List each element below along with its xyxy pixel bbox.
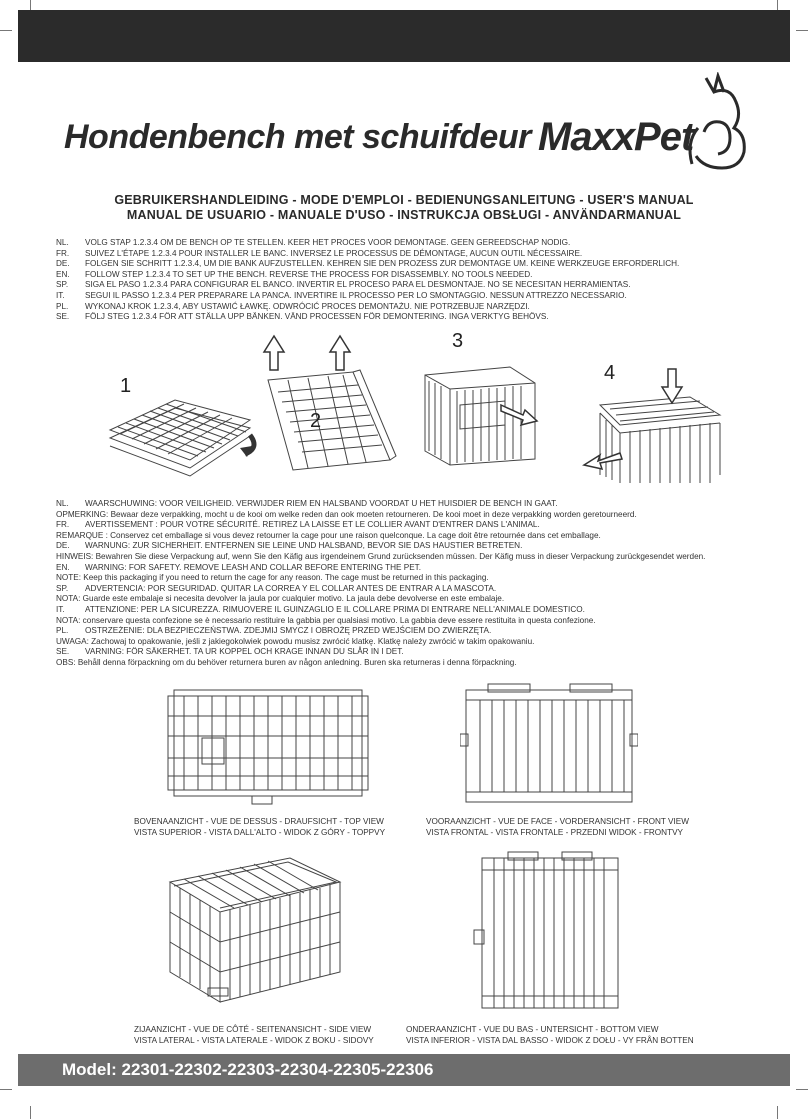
step-number: 3 xyxy=(452,330,464,352)
manual-title-line-2: MANUAL DE USUARIO - MANUALE D'USO - INSTRUKCJA OBSŁUGI - ANVÄNDARMANUAL xyxy=(126,208,682,222)
crop-mark xyxy=(30,1106,31,1119)
instruction-line: SP. SIGA EL PASO 1.2.3.4 PARA CONFIGURAR EL BANCO. INVERTIR EL PROCESO PARA EL DESMONTAJE. NO SE NECESITAN HERRAMIENTAS. xyxy=(56,280,631,290)
warning-line: SE. VARNING: FÖR SÄKERHET. TA UR KOPPEL OCH KRAGE INNAN DU SLÅR IN I DET. xyxy=(56,647,404,657)
step-number: 1 xyxy=(120,375,132,397)
brand-logo-text: MaxxPet xyxy=(538,115,694,159)
header-bar xyxy=(18,10,790,62)
caption-side-view-line-1: ZIJAANZICHT - VUE DE CÔTÉ - SEITENANSICHT - SIDE VIEW xyxy=(134,1025,372,1034)
step-2-illustration xyxy=(258,330,398,480)
warning-line: SP. ADVERTENCIA: POR SEGURIDAD. QUITAR LA CORREA Y EL COLLAR ANTES DE ENTRAR A LA MASCOTA. xyxy=(56,583,497,593)
warning-note: OPMERKING: Bewaar deze verpakking, mocht u de kooi om welke reden dan ook moeten retourneren. De kooi moet in deze verpakking worden geretourneerd. xyxy=(56,509,637,519)
crop-mark xyxy=(796,1089,808,1090)
crop-mark xyxy=(777,1106,778,1119)
setup-instructions xyxy=(56,238,679,323)
step-1-illustration xyxy=(100,390,270,485)
caption-front-view-line-1: VOORAANZICHT - VUE DE FACE - VORDERANSICHT - FRONT VIEW xyxy=(426,817,689,826)
instruction-line: SE. FÖLJ STEG 1.2.3.4 FÖR ATT STÄLLA UPP BÄNKEN. VÄND PROCESSEN FÖR DEMONTERING. INGA VERKTYG BEHÖVS. xyxy=(56,312,549,322)
step-4-illustration xyxy=(580,365,725,485)
caption-front-view-line-2: VISTA FRONTAL - VISTA FRONTALE - PRZEDNI WIDOK - FRONTVY xyxy=(426,828,684,837)
manual-title-line-1: GEBRUIKERSHANDLEIDING - MODE D'EMPLOI - BEDIENUNGSANLEITUNG - USER'S MANUAL xyxy=(114,193,694,207)
instruction-line: NL. VOLG STAP 1.2.3.4 OM DE BENCH OP TE STELLEN. KEER HET PROCES VOOR DEMONTAGE. GEEN GEREEDSCHAP NODIG. xyxy=(56,238,571,247)
model-number: Model: 22301-22302-22303-22304-22305-22306 xyxy=(62,1060,434,1079)
crop-mark xyxy=(0,30,12,31)
side-view-illustration xyxy=(160,852,350,1022)
warning-note: REMARQUE : Conservez cet emballage si vous devez retourner la cage pour une raison quelconque. La cage doit être retournée dans cet emballage. xyxy=(56,530,601,540)
warning-line: FR. AVERTISSEMENT : POUR VOTRE SÉCURITÉ. RETIREZ LA LAISSE ET LE COLLIER AVANT D'ENTRER DANS L'ANIMAL. xyxy=(56,520,540,530)
caption-top-view-line-1: BOVENAANZICHT - VUE DE DESSUS - DRAUFSICHT - TOP VIEW xyxy=(134,817,384,826)
caption-top-view-line-2: VISTA SUPERIOR - VISTA DALL'ALTO - WIDOK Z GÓRY - TOPPVY xyxy=(134,828,386,837)
warning-line: NL. WAARSCHUWING: VOOR VEILIGHEID. VERWIJDER RIEM EN HALSBAND VOORDAT U HET HUISDIER DE BENCH IN GAAT. xyxy=(56,499,558,508)
caption-side-view-line-2: VISTA LATERAL - VISTA LATERALE - WIDOK Z BOKU - SIDOVY xyxy=(134,1036,374,1045)
instruction-line: DE. FOLGEN SIE SCHRITT 1.2.3.4, UM DIE BANK AUFZUSTELLEN. KEHREN SIE DEN PROZESS ZUR DEMONTAGE UM. KEINE WERKZEUGE ERFORDERLICH. xyxy=(56,259,680,269)
caption-bottom-view-line-2: VISTA INFERIOR - VISTA DAL BASSO - WIDOK Z DOŁU - VY FRÅN BOTTEN xyxy=(406,1036,694,1045)
warning-line: IT. ATTENZIONE: PER LA SICUREZZA. RIMUOVERE IL GUINZAGLIO E IL COLLARE PRIMA DI ENTRARE NELL'ANIMALE DOMESTICO. xyxy=(56,604,585,614)
step-3-illustration xyxy=(415,355,550,475)
warning-note: HINWEIS: Bewahren Sie diese Verpackung auf, wenn Sie den Käfig aus irgendeinem Grund zurücksenden müssen. Der Käfig muss in dieser Verpackung zurückgesendet werden. xyxy=(56,551,706,561)
bottom-view-illustration xyxy=(468,850,630,1015)
crop-mark xyxy=(796,30,808,31)
warning-line: DE. WARNUNG: ZUR SICHERHEIT. ENTFERNEN SIE LEINE UND HALSBAND, BEVOR SIE DAS HAUSTIER BETRETEN. xyxy=(56,541,523,551)
instruction-line: FR. SUIVEZ L'ÉTAPE 1.2.3.4 POUR INSTALLER LE BANC. INVERSEZ LE PROCESSUS DE DÉMONTAGE, AUCUN OUTIL NÉCESSAIRE. xyxy=(56,248,583,258)
warnings xyxy=(56,499,705,669)
caption-bottom-view-line-1: ONDERAANZICHT - VUE DU BAS - UNTERSICHT - BOTTOM VIEW xyxy=(406,1025,659,1034)
step-number: 2 xyxy=(310,410,322,432)
page-title: Hondenbench met schuifdeur xyxy=(64,118,531,156)
warning-line: PL. OSTRZEŻENIE: DLA BEZPIECZEŃSTWA. ZDEJMIJ SMYCZ I OBROŻĘ PRZED WEJŚCIEM DO ZWIERZĘTA. xyxy=(56,626,492,636)
warning-note: NOTA: conservare questa confezione se è necessario restituire la gabbia per qualsiasi motivo. La gabbia deve essere restituita in questa confezione. xyxy=(56,615,596,625)
warning-note: NOTA: Guarde este embalaje si necesita devolver la jaula por cualquier motivo. La jaula debe devolverse en este embalaje. xyxy=(56,594,505,604)
instruction-line: EN. FOLLOW STEP 1.2.3.4 TO SET UP THE BENCH. REVERSE THE PROCESS FOR DISASSEMBLY. NO TOOLS NEEDED. xyxy=(56,269,533,279)
warning-line: EN. WARNING: FOR SAFETY. REMOVE LEASH AND COLLAR BEFORE ENTERING THE PET. xyxy=(56,562,422,572)
warning-note: OBS: Behåll denna förpackning om du behöver returnera buren av någon anledning. Buren ska returneras i denna förpackning. xyxy=(56,657,517,667)
dog-cat-logo-icon xyxy=(684,72,750,172)
instruction-line: PL. WYKONAJ KROK 1.2.3.4, ABY USTAWIĆ ŁAWKĘ. ODWRÓCIĆ PROCES DEMONTAŻU. NIE POTRZEBUJE NARZĘDZI. xyxy=(56,301,530,311)
crop-mark xyxy=(0,1089,12,1090)
step-number: 4 xyxy=(604,362,616,384)
instruction-line: IT. SEGUI IL PASSO 1.2.3.4 PER PREPARARE LA PANCA. INVERTIRE IL PROCESSO PER LO SMONTAGGIO. NESSUN ATTREZZO NECESSARIO. xyxy=(56,290,627,300)
warning-note: NOTE: Keep this packaging if you need to return the cage for any reason. The cage must be returned in this packaging. xyxy=(56,573,489,583)
front-view-illustration xyxy=(460,680,638,808)
warning-note: UWAGA: Zachowaj to opakowanie, jeśli z jakiegokolwiek powodu musisz zwrócić klatkę. Klatkę należy zwrócić w takim opakowaniu. xyxy=(56,636,535,646)
top-view-illustration xyxy=(162,686,374,810)
